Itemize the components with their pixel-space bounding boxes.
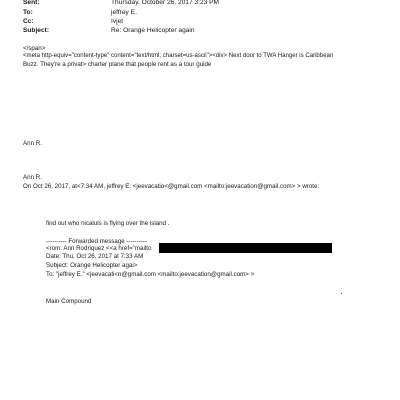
signature-1: Ann R. <box>23 140 42 147</box>
subject-value: Re: Orange Helicopter again <box>111 27 195 34</box>
body-line-3: Buzz. They're a privat> charter plane that people rent as a tour guide <box>23 61 212 68</box>
body-line-2: <meta http-equiv="content-type" content="text/html; charset=us-ascii"><div> Next door to TWA Hanger is Caribbean <box>23 53 334 59</box>
body-line-1: </span> <box>23 45 46 52</box>
sent-label: Sent: <box>23 0 40 6</box>
to-value: jeffrey E. <box>111 9 137 16</box>
cc-value: Ivjet <box>111 18 124 25</box>
to-line: To: "jeffrey E." <jeevacati<n@gmail.com <mailto:jeevacation@gmail.com> > <box>46 271 255 278</box>
quote-intro: On Oct 26, 2017, at<7:34 AM, jeffrey E. <jeevacatio<@gmail.com <mailto:jeevacation@gmail.com> > wrote: <box>23 183 320 190</box>
cc-label: Cc: <box>23 18 34 25</box>
signature-2: Ann R. <box>23 174 42 181</box>
forwarded-header: ---------- Forwarded message ---------- <box>46 238 148 245</box>
sent-value: Thursday, October 26, 2017 3:23 PM <box>111 0 220 6</box>
date-line: Date: Thu, Oct 26, 2017 at 7:33 AM <box>46 253 144 260</box>
quoted-line: find out who nicaluls is flying over the island . <box>46 220 170 227</box>
closing-line: Main Compound <box>46 298 92 305</box>
from-line: <rom: Ann Rodriquez <<a href="mailto <box>46 245 152 252</box>
stray-mark <box>341 293 342 294</box>
redaction-bar <box>159 243 332 253</box>
subject-line: Subject: Orange Helicopter agai> <box>46 262 138 269</box>
to-label: To: <box>23 9 33 16</box>
subject-label: Subject: <box>23 27 50 34</box>
